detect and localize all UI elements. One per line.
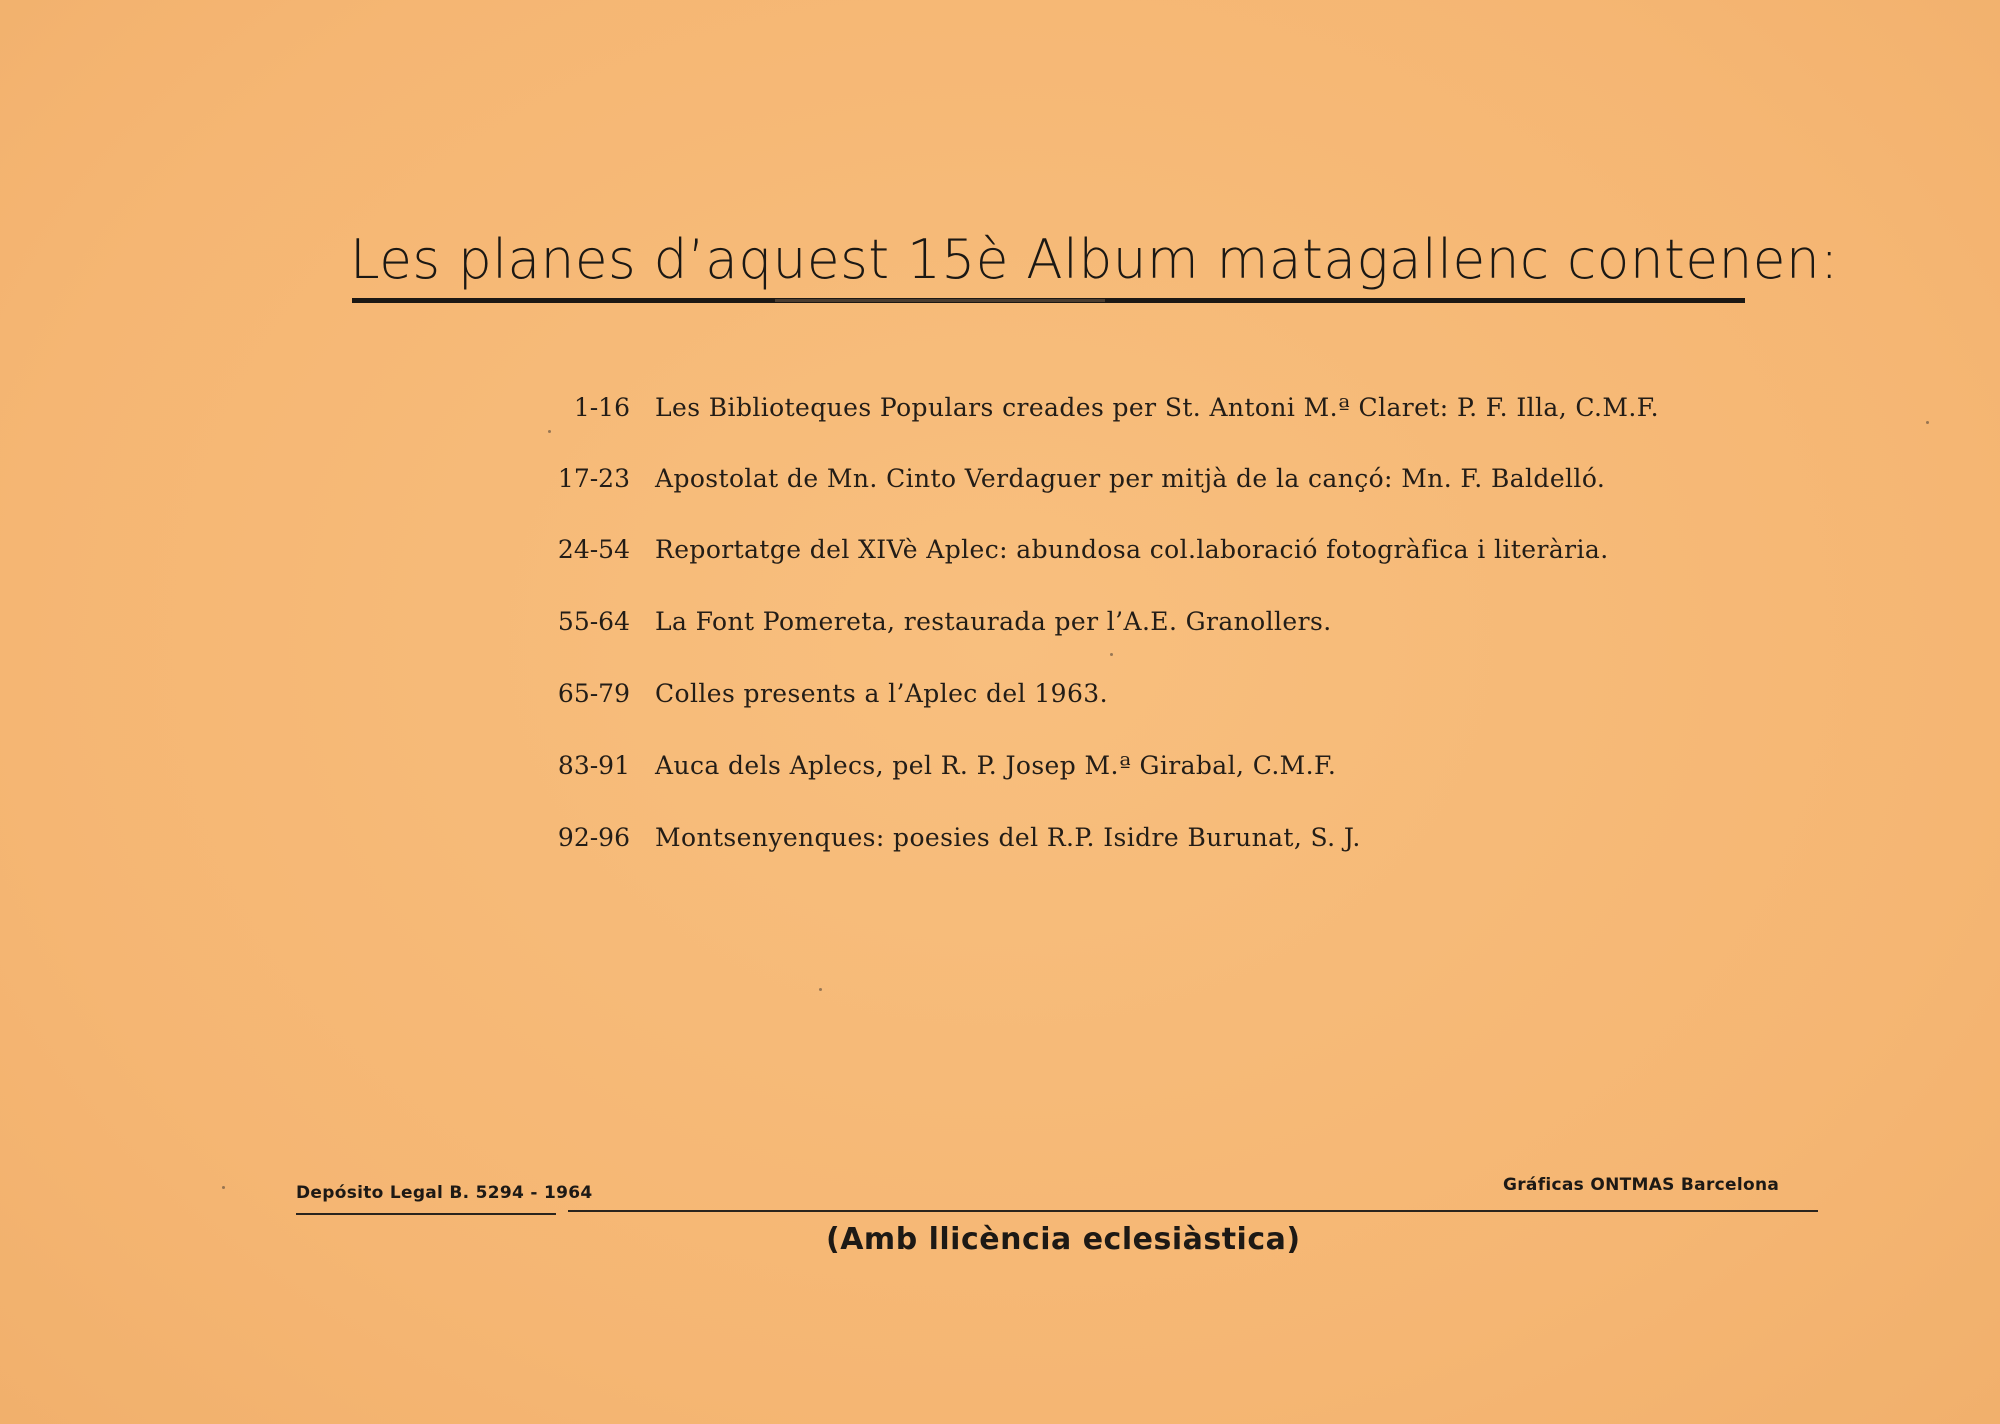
toc-page-range: 83-91 — [557, 751, 630, 780]
paper-speck — [548, 430, 551, 433]
toc-page-range: 92-96 — [557, 823, 630, 852]
toc-entry-title: Montsenyenques: poesies del R.P. Isidre Burunat, S. J. — [655, 823, 1361, 852]
toc-page-range: 65-79 — [557, 679, 630, 708]
toc-entry-title: Colles presents a l’Aplec del 1963. — [655, 679, 1108, 708]
paper-speck — [1926, 421, 1929, 424]
footer-rule-left — [296, 1213, 556, 1215]
toc-entry-title: Auca dels Aplecs, pel R. P. Josep M.ª Girabal, C.M.F. — [655, 751, 1337, 780]
toc-entry-title: Reportatge del XIVè Aplec: abundosa col.laboració fotogràfica i literària. — [655, 535, 1609, 564]
toc-page-range: 1-16 — [573, 393, 630, 422]
ecclesiastical-license-note: (Amb llicència eclesiàstica) — [826, 1222, 1301, 1257]
heading-underline-worn-segment — [775, 299, 1105, 302]
toc-entry-title: Apostolat de Mn. Cinto Verdaguer per mitjà de la cançó: Mn. F. Baldelló. — [655, 464, 1606, 493]
paper-speck — [222, 1186, 225, 1189]
printer-credit: Gráficas ONTMAS Barcelona — [1503, 1175, 1780, 1195]
toc-entry-title: Les Biblioteques Populars creades per St. Antoni M.ª Claret: P. F. Illa, C.M.F. — [655, 393, 1659, 422]
paper-speck — [1110, 653, 1113, 656]
toc-page-range: 55-64 — [557, 607, 630, 636]
toc-entry-title: La Font Pomereta, restaurada per l’A.E. Granollers. — [655, 607, 1332, 636]
toc-page-range: 17-23 — [557, 464, 630, 493]
toc-page-range: 24-54 — [557, 535, 630, 564]
footer-rule — [568, 1210, 1818, 1212]
legal-deposit-note: Depósito Legal B. 5294 - 1964 — [296, 1183, 593, 1203]
paper-speck — [819, 988, 822, 991]
page-heading: Les planes d’aquest 15è Album matagallenc contenen: — [350, 228, 1839, 291]
